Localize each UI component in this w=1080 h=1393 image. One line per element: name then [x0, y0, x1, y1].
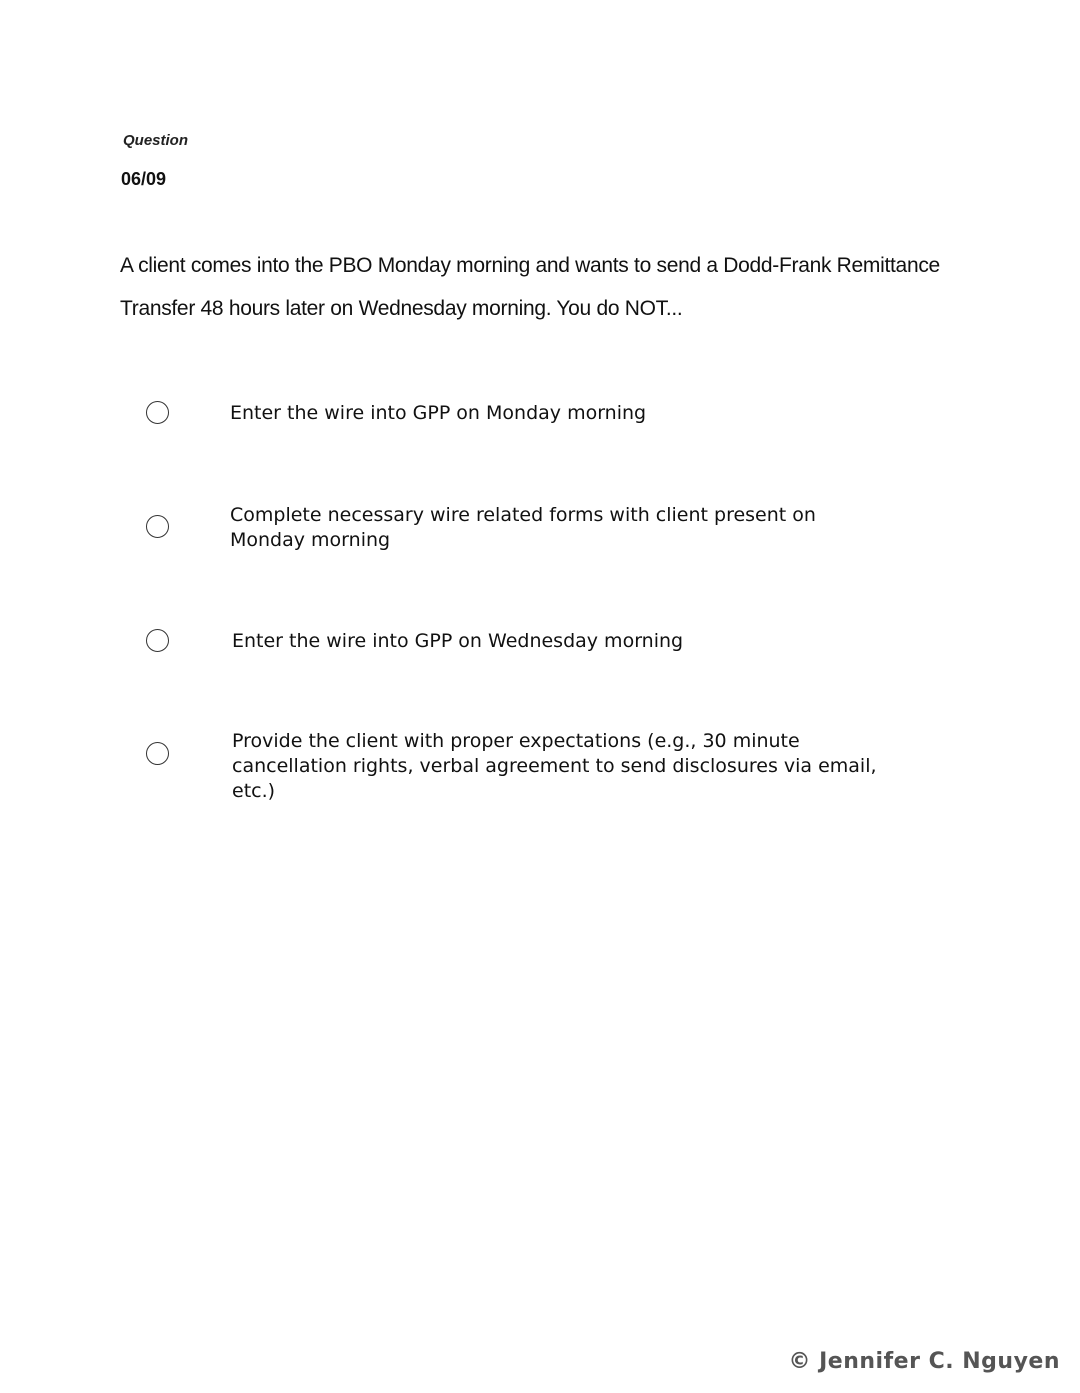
option-label-1: Enter the wire into GPP on Monday morning — [230, 402, 647, 424]
answer-option-3[interactable] — [146, 629, 684, 652]
radio-button-option-4[interactable] — [146, 742, 169, 765]
question-label: Question — [123, 132, 189, 149]
answer-option-1[interactable] — [146, 401, 647, 424]
answer-option-2[interactable] — [146, 504, 816, 551]
copyright-watermark: © Jennifer C. Nguyen — [788, 1349, 1060, 1374]
option-label-4: Provide the client with proper expectations (e.g., 30 minute cancellation rights, verbal agreement to send disclosures via email, etc.) — [232, 730, 877, 802]
question-text: A client comes into the PBO Monday morning and wants to send a Dodd-Frank Remittance Transfer 48 hours later on Wednesday morning. You do NOT... — [120, 254, 940, 320]
radio-button-option-3[interactable] — [146, 629, 169, 652]
answer-option-4[interactable] — [146, 730, 877, 802]
radio-button-option-2[interactable] — [146, 515, 169, 538]
radio-button-option-1[interactable] — [146, 401, 169, 424]
question-number: 06/09 — [121, 169, 167, 189]
option-label-2: Complete necessary wire related forms with client present on Monday morning — [230, 504, 816, 551]
option-label-3: Enter the wire into GPP on Wednesday morning — [232, 630, 684, 652]
